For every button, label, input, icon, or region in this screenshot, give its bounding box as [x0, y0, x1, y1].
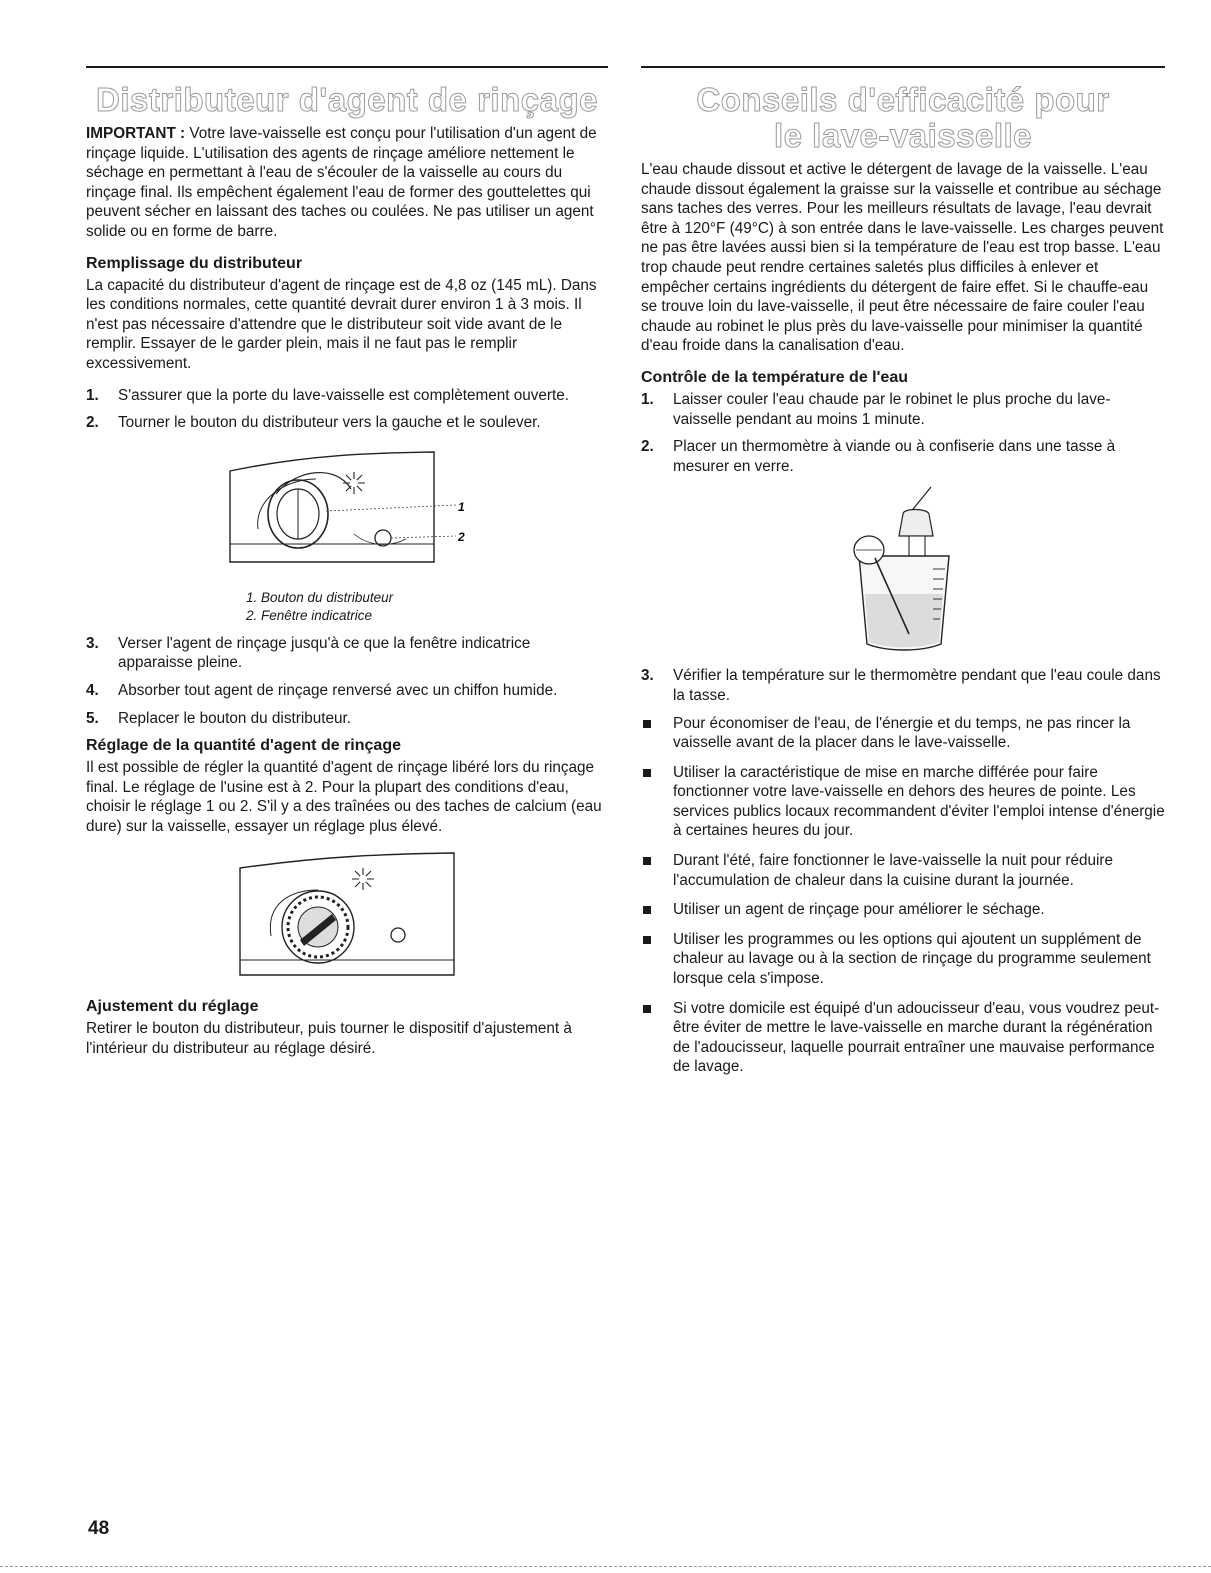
tip-text: Utiliser un agent de rinçage pour améliorer le séchage. — [673, 901, 1045, 919]
temp-steps-a — [641, 390, 1165, 476]
step-number: 4. — [86, 681, 99, 699]
figure-caption-2: 2. Fenêtre indicatrice — [246, 607, 373, 623]
list-item — [641, 930, 1165, 989]
fill-paragraph: La capacité du distributeur d'agent de rinçage est de 4,8 oz (145 mL). Dans les conditions normales, cette quantité devrait durer environ 1 à 3 mois. Il n'est pas nécessaire d'attendre que le distributeur soit vide avant de le remplir. Essayer de le garder plein, mais il ne faut pas le remplir excessivement. — [86, 276, 597, 372]
step-text: Tourner le bouton du distributeur vers la gauche et le soulever. — [118, 414, 541, 432]
figure-caption-1: 1. Bouton du distributeur — [246, 589, 394, 605]
bullet-square-icon — [643, 857, 651, 865]
step-text: Absorber tout agent de rinçage renversé avec un chiffon humide. — [118, 681, 558, 699]
step-text: Replacer le bouton du distributeur. — [118, 709, 352, 727]
step-number: 5. — [86, 709, 99, 727]
list-item — [86, 386, 608, 406]
top-rule-left — [86, 66, 608, 68]
step-number: 3. — [641, 667, 654, 685]
title-line-2: le lave-vaisselle — [773, 117, 1033, 154]
list-item — [641, 666, 1165, 705]
adjust-sub-paragraph: Retirer le bouton du distributeur, puis tourner le dispositif d'ajustement à l'intérieur du distributeur au réglage désiré. — [86, 1020, 572, 1058]
dispenser-illustration — [86, 449, 608, 584]
list-item — [86, 413, 608, 433]
step-number: 2. — [641, 438, 654, 456]
step-number: 1. — [86, 386, 99, 404]
list-item — [641, 390, 1165, 429]
step-number: 2. — [86, 414, 99, 432]
list-item — [641, 999, 1165, 1077]
dispenser-figure — [86, 449, 608, 624]
step-text: S'assurer que la porte du lave-vaisselle est complètement ouverte. — [118, 386, 570, 404]
adjust-figure — [86, 848, 608, 983]
list-item — [641, 763, 1165, 841]
step-text: Vérifier la température sur le thermomètre pendant que l'eau coule dans la tasse. — [673, 667, 1161, 704]
important-label: IMPORTANT : — [86, 125, 186, 142]
tip-text: Durant l'été, faire fonctionner le lave-vaisselle la nuit pour réduire l'accumulation de chaleur dans la cuisine durant la journée. — [673, 852, 1113, 889]
bullet-square-icon — [643, 720, 651, 728]
bullet-square-icon — [643, 936, 651, 944]
fill-steps-a — [86, 386, 608, 433]
section-title-rinse-aid: Distributeur d'agent de rinçage — [96, 81, 598, 118]
fill-heading: Remplissage du distributeur — [86, 254, 303, 272]
top-rule-right — [641, 66, 1165, 68]
temp-heading: Contrôle de la température de l'eau — [641, 368, 908, 386]
tip-text: Si votre domicile est équipé d'un adoucisseur d'eau, vous voudrez peut-être éviter de mettre le lave-vaisselle en marche durant la régénération de l'adoucisseur, laquelle pourrait entraîner une mauvaise performance de lavage. — [673, 999, 1160, 1076]
bullet-square-icon — [643, 769, 651, 777]
important-paragraph — [86, 124, 608, 242]
adjust-sub-heading: Ajustement du réglage — [86, 998, 259, 1016]
title-line-1: Conseils d'efficacité pour — [696, 81, 1110, 118]
step-text: Verser l'agent de rinçage jusqu'à ce que la fenêtre indicatrice apparaisse pleine. — [118, 634, 531, 672]
list-item — [641, 851, 1165, 890]
callout-1: 1 — [458, 499, 465, 514]
step-number: 3. — [86, 634, 99, 652]
step-number: 1. — [641, 390, 654, 408]
section-title-efficiency — [641, 82, 1165, 154]
thermometer-figure — [641, 484, 1165, 656]
thermometer-illustration — [641, 484, 1165, 656]
list-item — [86, 634, 608, 673]
bullet-square-icon — [643, 906, 651, 914]
list-item — [86, 709, 608, 729]
tip-text: Pour économiser de l'eau, de l'énergie et du temps, ne pas rincer la vaisselle avant de la placer dans le lave-vaisselle. — [673, 714, 1131, 752]
important-text: Votre lave-vaisselle est conçu pour l'utilisation d'un agent de rinçage liquide. L'utilisation des agents de rinçage améliore nettement le séchage en permettant à l'eau de s'écouler de la vaisselle au cours du rinçage final. Ils empêchent également l'eau de former des gouttelettes qui peuvent sécher en laissant des taches ou coulées. Ne pas utiliser un agent solide ou en forme de barre. — [86, 125, 597, 240]
tip-text: Utiliser les programmes ou les options qui ajoutent un supplément de chaleur au lavage ou à la section de rinçage du programme seulement lorsque cela s'impose. — [673, 930, 1151, 988]
temp-steps-b — [641, 666, 1165, 705]
list-item — [86, 681, 608, 701]
callout-2: 2 — [458, 529, 465, 544]
adjust-paragraph: Il est possible de régler la quantité d'agent de rinçage libéré lors du rinçage final. Le réglage de l'usine est à 2. Pour la plupart des conditions d'eau, choisir le réglage 1 ou 2. S'il y a des traînées ou des taches de calcium (eau dure) sur la vaisselle, essayer un réglage plus élevé. — [86, 759, 602, 835]
bottom-edge — [0, 1566, 1211, 1567]
list-item — [641, 714, 1165, 753]
fill-steps-b — [86, 634, 608, 728]
left-column — [86, 66, 608, 1071]
step-text: Laisser couler l'eau chaude par le robinet le plus proche du lave-vaisselle pendant au moins 1 minute. — [673, 390, 1111, 428]
tip-text: Utiliser la caractéristique de mise en marche différée pour faire fonctionner votre lave-vaisselle en dehors des heures de pointe. Les services publics locaux recommandent d'éviter l'emploi intense d'énergie à certaines heures du jour. — [673, 763, 1165, 840]
adjust-illustration — [86, 848, 608, 983]
list-item — [641, 437, 1165, 476]
step-text: Placer un thermomètre à viande ou à confiserie dans une tasse à mesurer en verre. — [673, 438, 1116, 475]
intro-paragraph: L'eau chaude dissout et active le détergent de lavage de la vaisselle. L'eau chaude dissout également la graisse sur la vaisselle et contribue au séchage sans taches des verres. Pour les meilleurs résultats de lavage, l'eau devrait être à 120°F (49°C) à son entrée dans le lave-vaisselle. Les charges peuvent ne pas être lavées aussi bien si la température de l'eau est trop basse. L'eau trop chaude peut rendre certaines saletés plus difficiles à enlever et empêcher certains ingrédients du détergent de faire effet. Si le chauffe-eau se trouve loin du lave-vaisselle, il peut être nécessaire de faire couler l'eau chaude au robinet le plus près du lave-vaisselle pour minimiser la quantité d'eau froide dans la canalisation d'eau. — [641, 161, 1164, 355]
bullet-square-icon — [643, 1005, 651, 1013]
list-item — [641, 900, 1165, 920]
adjust-heading: Réglage de la quantité d'agent de rinçage — [86, 737, 401, 755]
page-number: 48 — [88, 1518, 110, 1539]
efficiency-tips — [641, 714, 1165, 1078]
right-column — [641, 66, 1165, 1087]
